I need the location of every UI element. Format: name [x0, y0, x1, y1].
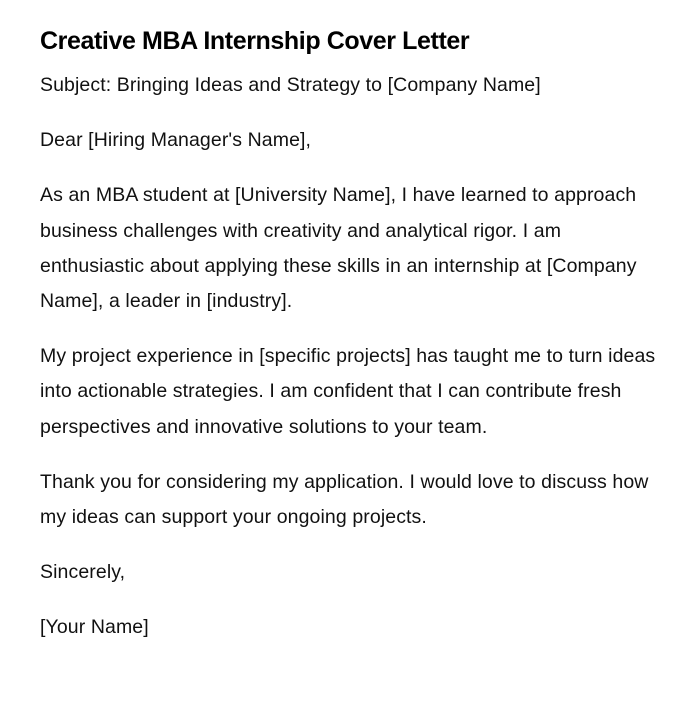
document-title: Creative MBA Internship Cover Letter: [40, 27, 470, 55]
subject-line: Subject: Bringing Ideas and Strategy to [Company Name]: [40, 74, 541, 96]
body-paragraph-2: My project experience in [specific projects] has taught me to turn ideas into actionable strategies. I am confident that I can contribute fresh perspectives and innovative solutions to your team.: [40, 345, 656, 438]
body-paragraph-3: Thank you for considering my application. I would love to discuss how my ideas can support your ongoing projects.: [40, 470, 649, 529]
signature: [Your Name]: [40, 616, 149, 639]
cover-letter-document: [40, 22, 660, 666]
closing: Sincerely,: [40, 561, 126, 584]
salutation: Dear [Hiring Manager's Name],: [40, 129, 312, 152]
body-paragraph-1: As an MBA student at [University Name], I have learned to approach business challenges with creativity and analytical rigor. I am enthusiastic about applying these skills in an internship at [Company Name], a leader in [industry].: [40, 184, 637, 313]
